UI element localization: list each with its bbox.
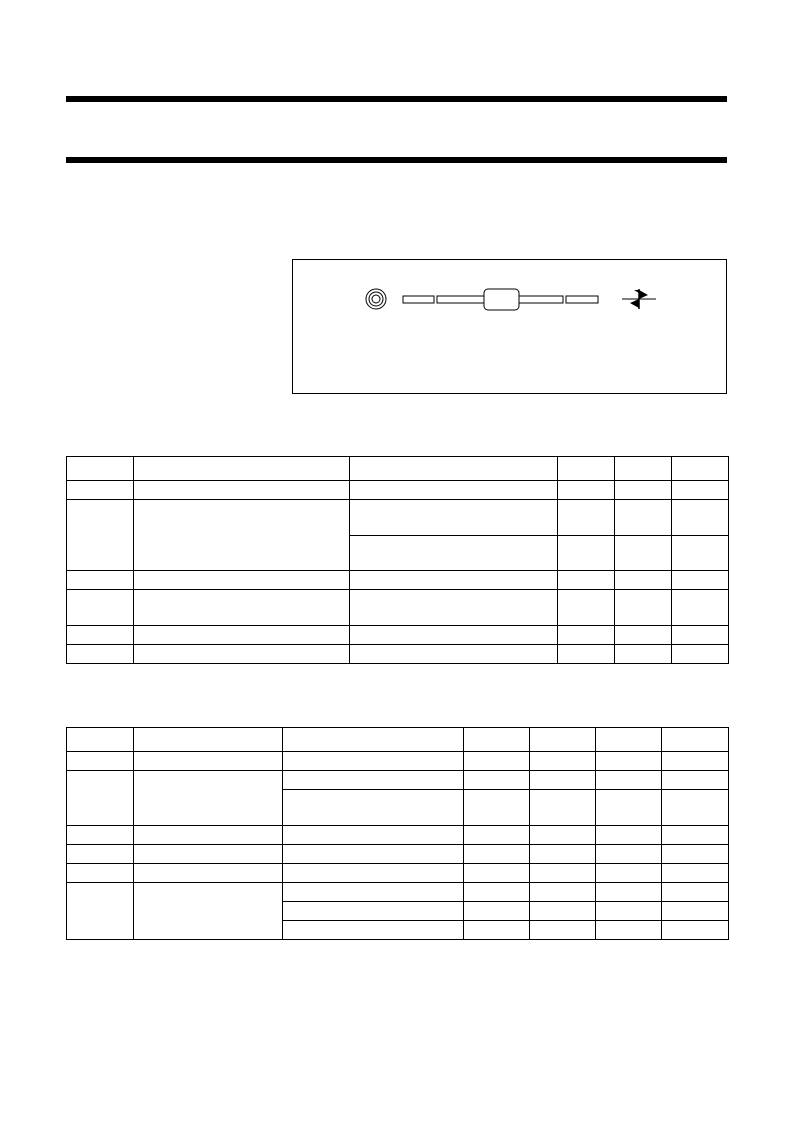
table-cell	[134, 571, 350, 590]
table-cell	[283, 771, 464, 790]
table-cell	[464, 728, 530, 752]
table-cell	[615, 626, 672, 645]
table-cell	[350, 481, 558, 500]
table-cell	[67, 845, 134, 864]
characteristics-table	[66, 727, 729, 940]
table-cell	[134, 645, 350, 664]
table-cell	[134, 481, 350, 500]
table-cell	[350, 457, 558, 481]
table-cell	[283, 921, 464, 940]
header-rule-bottom	[66, 157, 727, 163]
table-cell	[530, 790, 596, 826]
package-outline-figure	[292, 259, 727, 394]
table-cell	[134, 728, 283, 752]
table-row	[67, 590, 729, 626]
table-cell	[67, 826, 134, 845]
table-cell	[672, 645, 729, 664]
table-row	[67, 500, 729, 536]
table-row	[67, 645, 729, 664]
table-cell	[134, 590, 350, 626]
table-cell	[350, 536, 558, 571]
table-cell	[662, 826, 729, 845]
table-cell	[530, 883, 596, 902]
table-cell	[662, 921, 729, 940]
bidirectional-diode-symbol-icon	[622, 289, 656, 309]
table-cell	[464, 864, 530, 883]
table-cell	[596, 771, 662, 790]
table-cell	[672, 626, 729, 645]
table-cell	[283, 826, 464, 845]
table-cell	[530, 921, 596, 940]
table-row	[67, 752, 729, 771]
table-cell	[672, 571, 729, 590]
table-cell	[596, 826, 662, 845]
table-cell	[350, 500, 558, 536]
table-cell	[596, 864, 662, 883]
table-cell	[672, 481, 729, 500]
table-cell	[662, 883, 729, 902]
table-cell	[672, 457, 729, 481]
table-cell	[134, 826, 283, 845]
table-row	[67, 626, 729, 645]
table-cell	[615, 457, 672, 481]
table-cell	[596, 790, 662, 826]
table-cell	[134, 883, 283, 940]
table-cell	[134, 864, 283, 883]
table-cell	[596, 921, 662, 940]
table-cell	[67, 481, 134, 500]
table-cell	[283, 864, 464, 883]
table-cell	[662, 790, 729, 826]
table-cell	[530, 826, 596, 845]
table-cell	[672, 500, 729, 536]
table-header-row	[67, 728, 729, 752]
table-cell	[530, 752, 596, 771]
table-row	[67, 571, 729, 590]
table-cell	[615, 590, 672, 626]
table-row	[67, 864, 729, 883]
table-cell	[134, 626, 350, 645]
table-cell	[283, 752, 464, 771]
table-cell	[283, 883, 464, 902]
table-cell	[558, 571, 615, 590]
table-cell	[615, 536, 672, 571]
table-cell	[283, 790, 464, 826]
table-cell	[558, 481, 615, 500]
package-outline-drawing	[293, 260, 726, 393]
table-cell	[558, 457, 615, 481]
table-cell	[283, 728, 464, 752]
table-cell	[67, 864, 134, 883]
table-row	[67, 845, 729, 864]
table-cell	[530, 864, 596, 883]
table-cell	[67, 752, 134, 771]
table-cell	[134, 845, 283, 864]
table-cell	[662, 771, 729, 790]
table-cell	[558, 500, 615, 536]
table-row	[67, 481, 729, 500]
table-cell	[350, 645, 558, 664]
table-cell	[596, 845, 662, 864]
table-cell	[662, 845, 729, 864]
table-cell	[464, 790, 530, 826]
table-cell	[558, 536, 615, 571]
table-cell	[530, 728, 596, 752]
table-cell	[134, 771, 283, 826]
table-cell	[662, 864, 729, 883]
table-cell	[662, 902, 729, 921]
table-cell	[350, 571, 558, 590]
table-cell	[67, 590, 134, 626]
table-cell	[350, 590, 558, 626]
table-cell	[67, 571, 134, 590]
table-cell	[672, 536, 729, 571]
table-cell	[464, 845, 530, 864]
table-header-row	[67, 457, 729, 481]
table-cell	[67, 457, 134, 481]
table-cell	[530, 902, 596, 921]
table-cell	[662, 752, 729, 771]
table-cell	[67, 728, 134, 752]
ratings-table	[66, 456, 729, 664]
table-cell	[67, 883, 134, 940]
table-cell	[134, 457, 350, 481]
table-cell	[558, 626, 615, 645]
table-cell	[464, 883, 530, 902]
table-row	[67, 826, 729, 845]
table-cell	[596, 752, 662, 771]
table-cell	[67, 500, 134, 571]
table-cell	[464, 771, 530, 790]
table-cell	[662, 728, 729, 752]
table-cell	[350, 626, 558, 645]
header-rule-top	[66, 96, 727, 102]
table-cell	[464, 752, 530, 771]
table-cell	[67, 771, 134, 826]
table-cell	[558, 590, 615, 626]
table-cell	[596, 902, 662, 921]
table-cell	[283, 845, 464, 864]
table-row	[67, 883, 729, 902]
table-cell	[615, 571, 672, 590]
table-cell	[558, 645, 615, 664]
table-cell	[596, 728, 662, 752]
table-cell	[615, 500, 672, 536]
end-view-circle-icon	[366, 289, 386, 309]
table-cell	[615, 645, 672, 664]
table-cell	[67, 645, 134, 664]
axial-lead-body-icon	[403, 289, 598, 310]
table-cell	[596, 883, 662, 902]
table-cell	[530, 771, 596, 790]
table-cell	[464, 921, 530, 940]
table-cell	[615, 481, 672, 500]
table-cell	[283, 902, 464, 921]
table-cell	[464, 902, 530, 921]
table-cell	[67, 626, 134, 645]
table-cell	[530, 845, 596, 864]
table-cell	[672, 590, 729, 626]
table-cell	[134, 500, 350, 571]
table-cell	[134, 752, 283, 771]
table-row	[67, 771, 729, 790]
table-cell	[464, 826, 530, 845]
